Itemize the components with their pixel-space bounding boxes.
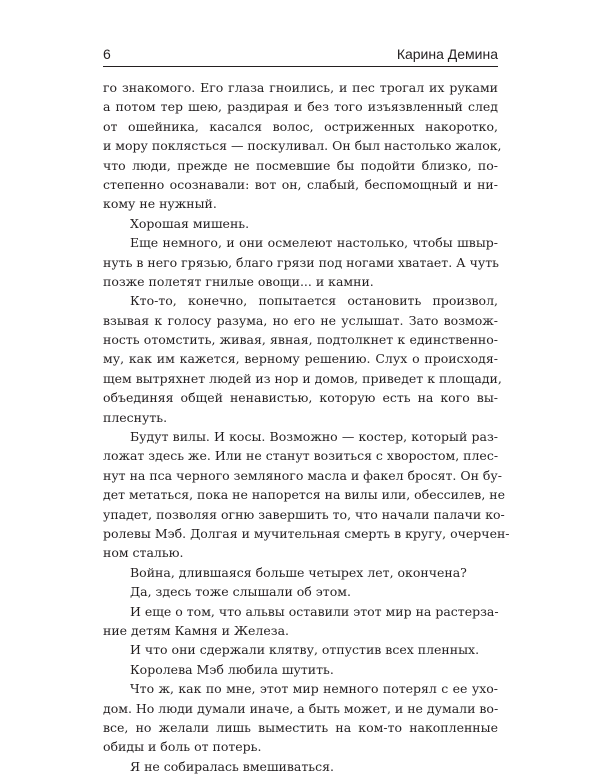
text-line: Да, здесь тоже слышали об этом.: [130, 584, 351, 600]
text-line: Еще немного, и они осмелеют настолько, чтобы швыр-: [130, 235, 498, 251]
text-line: Королева Мэб любила шутить.: [130, 661, 334, 677]
text-line: объединяя общей ненавистью, которую есть на кого вы-: [103, 390, 498, 406]
text-line: дом. Но люди думали иначе, а быть может, и не думали во-: [103, 700, 499, 716]
text-line: го знакомого. Его глаза гноились, и пес трогал их руками: [103, 80, 498, 95]
text-line: щем вытряхнет людей из нор и домов, приведет к площади,: [103, 370, 502, 386]
text-line: дет метаться, пока не напорется на вилы или, обессилев, не: [103, 487, 506, 503]
text-line: нут на пса черного земляного масла и факел бросят. Он бу-: [103, 467, 502, 483]
page-number: 6: [103, 46, 111, 62]
text-line: Война, длившаяся больше четырех лет, окончена?: [130, 564, 467, 580]
text-line: ролевы Мэб. Долгая и мучительная смерть в кругу, очерчен-: [103, 525, 510, 541]
text-line: Хорошая мишень.: [130, 215, 250, 231]
text-line: упадет, позволяя огню завершить то, что начали палачи ко-: [103, 506, 505, 522]
text-line: му, как им кажется, верному решению. Слух о происходя-: [103, 351, 498, 367]
text-line: Будут вилы. И косы. Возможно — костер, который раз-: [130, 429, 498, 445]
text-line: ложат здесь же. Или не станут возиться с хворостом, плес-: [103, 448, 499, 464]
text-line: плеснуть.: [103, 409, 168, 425]
text-line: ном сталью.: [103, 545, 184, 561]
text-line: нуть в него грязью, благо грязи под ногами хватает. А чуть: [103, 254, 499, 270]
running-head-author: Карина Демина: [396, 46, 498, 62]
text-line: Я не собиралась вмешиваться.: [130, 758, 334, 774]
text-line: от ошейника, касался волос, остриженных накоротко,: [103, 118, 498, 134]
text-line: обиды и боль от потерь.: [103, 739, 262, 755]
text-line: что люди, прежде не посмевшие бы подойти близко, по-: [103, 157, 498, 173]
text-line: а потом тер шею, раздирая и без того изъязвленный след: [103, 99, 498, 115]
text-line: Кто-то, конечно, попытается остановить произвол,: [130, 293, 498, 309]
text-line: взывая к голосу разума, но его не услышат. Зато возмож-: [103, 312, 498, 328]
text-line: позже полетят гнилые овощи... и камни.: [103, 273, 374, 289]
text-line: И что они сдержали клятву, отпустив всех пленных.: [130, 642, 480, 658]
text-line: ние детям Камня и Железа.: [103, 622, 289, 638]
text-line: кому не нужный.: [103, 196, 217, 212]
text-line: степенно осознавали: вот он, слабый, беспомощный и ни-: [103, 176, 498, 192]
text-line: И еще о том, что альвы оставили этот мир на растерза-: [130, 603, 499, 619]
text-line: ность отомстить, живая, явная, подтолкнет к единственно-: [103, 332, 498, 348]
text-line: все, но желали лишь выместить на ком-то накопленные: [103, 719, 498, 735]
text-line: и мору поклясться — поскуливал. Он был настолько жалок,: [103, 138, 502, 154]
body-text: [103, 78, 510, 776]
text-line: Что ж, как по мне, этот мир немного потерял с ее ухо-: [130, 681, 498, 697]
page-header: [103, 44, 498, 67]
